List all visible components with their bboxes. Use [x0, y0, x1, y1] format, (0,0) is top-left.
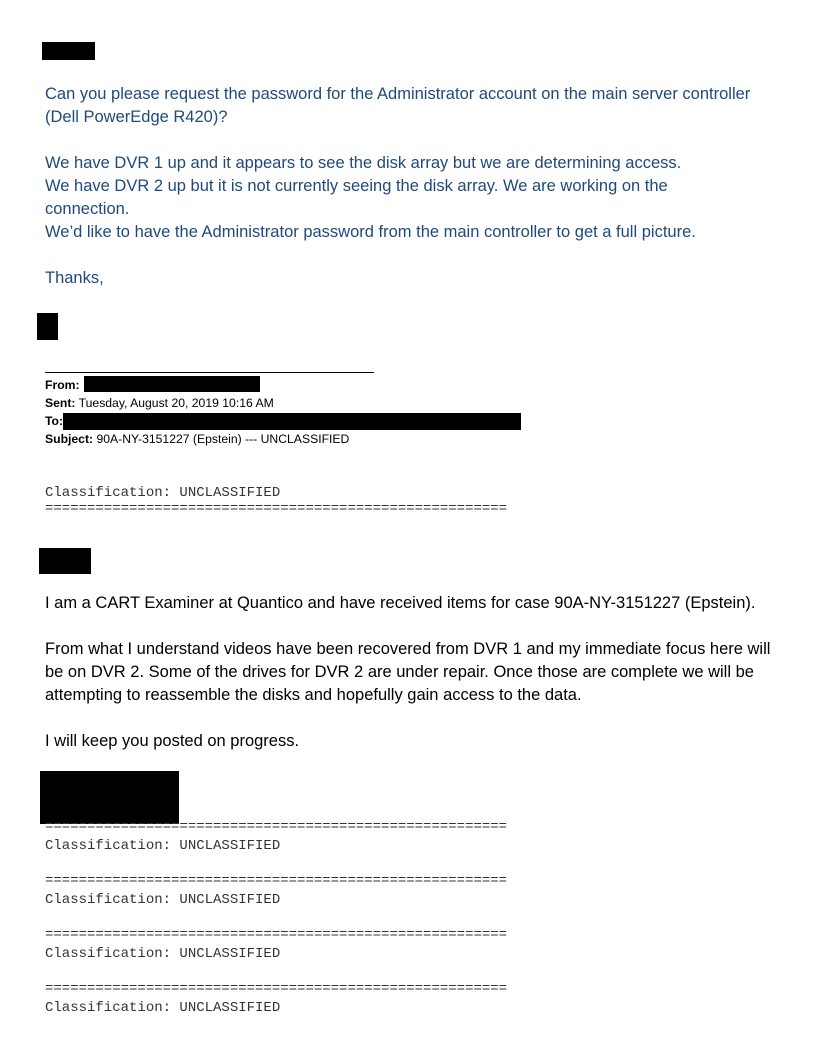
footer-separator-1: =======================================================: [45, 819, 508, 835]
footer-separator-2: =======================================================: [45, 873, 508, 889]
redaction-signature-block: [40, 771, 179, 824]
footer-classification-4: Classification: UNCLASSIFIED: [45, 1000, 281, 1016]
sent-label: Sent:: [45, 396, 76, 410]
reply-body: [45, 83, 775, 290]
original-paragraph-3: I will keep you posted on progress.: [45, 732, 300, 750]
separator-top: =======================================================: [45, 501, 508, 517]
footer-classification-3: Classification: UNCLASSIFIED: [45, 946, 281, 962]
header-sent: [45, 394, 274, 412]
classification-top: Classification: UNCLASSIFIED: [45, 485, 281, 501]
redaction-to: [63, 413, 521, 430]
redaction-greeting-original: [39, 548, 91, 574]
reply-closing: Thanks,: [45, 269, 104, 287]
original-body: [45, 592, 785, 753]
reply-line-1: We have DVR 1 up and it appears to see the disk array but we are determining access.: [45, 154, 682, 172]
header-to: [45, 412, 63, 430]
redaction-signature: [37, 313, 58, 340]
reply-line-2: We have DVR 2 up but it is not currently seeing the disk array. We are working on the connection.: [45, 177, 668, 218]
original-paragraph-1: I am a CART Examiner at Quantico and have received items for case 90A-NY-3151227 (Epstein).: [45, 594, 756, 612]
header-divider: [45, 372, 374, 373]
footer-separator-3: =======================================================: [45, 927, 508, 943]
from-label: From:: [45, 378, 80, 392]
footer-classification-1: Classification: UNCLASSIFIED: [45, 838, 281, 854]
redaction-greeting: [42, 42, 95, 60]
subject-label: Subject:: [45, 432, 94, 446]
reply-line-3: We’d like to have the Administrator password from the main controller to get a full picture.: [45, 223, 696, 241]
header-from: [45, 376, 80, 394]
original-paragraph-2: From what I understand videos have been recovered from DVR 1 and my immediate focus here will be on DVR 2. Some of the drives for DVR 2 are under repair. Once those are complete we will be attempting to reassemble the disks and hopefully gain access to the data.: [45, 640, 771, 704]
sent-value: Tuesday, August 20, 2019 10:16 AM: [78, 396, 274, 410]
redaction-from: [84, 376, 260, 392]
footer-classification-2: Classification: UNCLASSIFIED: [45, 892, 281, 908]
footer-separator-4: =======================================================: [45, 981, 508, 997]
subject-value: 90A-NY-3151227 (Epstein) --- UNCLASSIFIED: [96, 432, 350, 446]
header-subject: [45, 430, 349, 448]
to-label: To:: [45, 414, 64, 428]
reply-paragraph-1: Can you please request the password for the Administrator account on the main server controller (Dell PowerEdge R420)?: [45, 85, 751, 126]
